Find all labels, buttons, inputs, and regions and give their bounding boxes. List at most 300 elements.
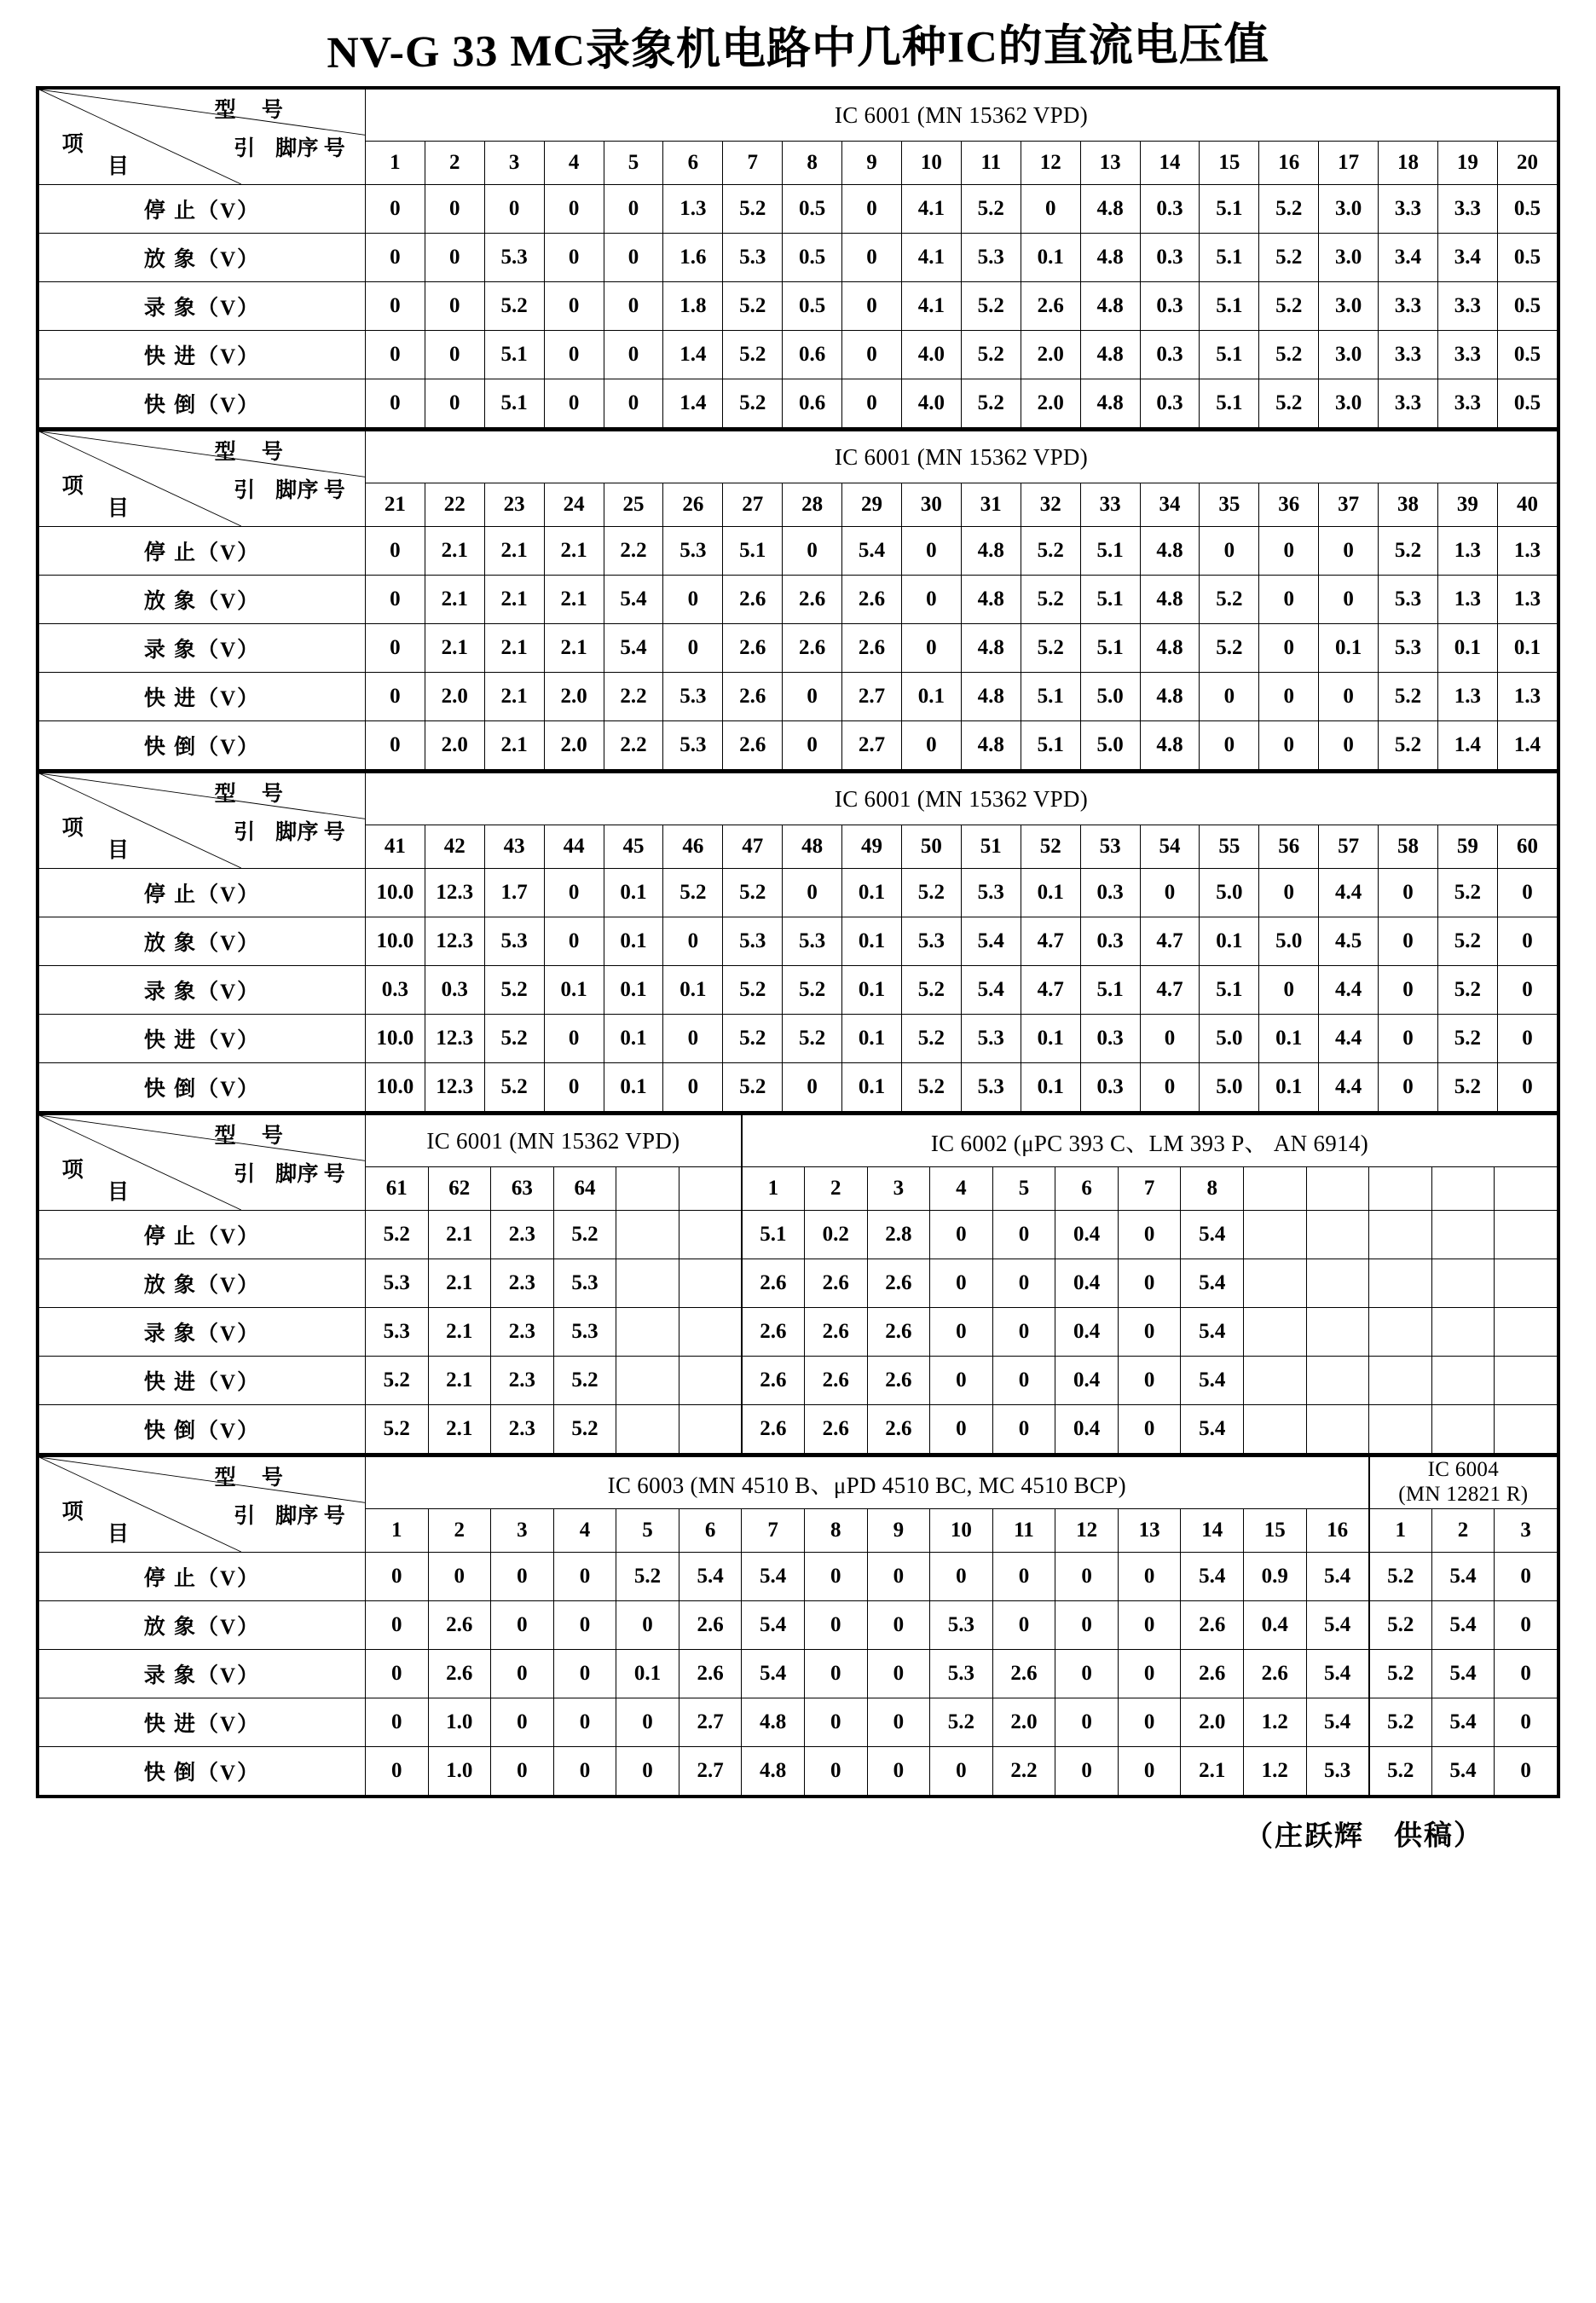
voltage-cell: 5.0 xyxy=(1080,673,1140,721)
voltage-cell: 5.4 xyxy=(1306,1698,1369,1747)
voltage-cell: 0.3 xyxy=(1140,331,1200,379)
voltage-cell: 5.3 xyxy=(930,1650,993,1698)
voltage-cell: 0.1 xyxy=(1259,1015,1319,1063)
table-header-ic-row xyxy=(39,1457,1558,1509)
voltage-cell: 0 xyxy=(930,1405,993,1454)
voltage-cell: 0 xyxy=(553,1601,616,1650)
row-label-4: 快 进（V） xyxy=(39,1698,366,1747)
voltage-cell: 5.2 xyxy=(553,1211,616,1259)
voltage-cell: 5.2 xyxy=(723,869,783,917)
voltage-cell: 0.1 xyxy=(604,966,663,1015)
voltage-cell: 5.4 xyxy=(842,527,902,576)
empty-cell xyxy=(616,1308,679,1357)
empty-cell xyxy=(1495,1211,1558,1259)
voltage-cell: 0 xyxy=(1259,673,1319,721)
voltage-cell: 5.2 xyxy=(365,1211,428,1259)
pin-number-header: 55 xyxy=(1200,825,1259,869)
voltage-cell: 0 xyxy=(901,576,961,624)
voltage-cell: 1.0 xyxy=(428,1698,491,1747)
voltage-cell: 5.4 xyxy=(1181,1211,1244,1259)
voltage-cell: 5.0 xyxy=(1080,721,1140,770)
corner-model-label: 型 号 xyxy=(214,441,293,465)
voltage-cell: 0.5 xyxy=(783,234,842,282)
pin-number-header: 20 xyxy=(1497,142,1557,185)
corner-header-cell xyxy=(39,773,366,869)
voltage-cell: 3.0 xyxy=(1319,379,1379,428)
voltage-cell: 3.3 xyxy=(1379,185,1438,234)
row-label-4: 快 进（V） xyxy=(39,331,366,379)
voltage-cell: 0 xyxy=(491,1747,554,1796)
pin-number-header: 11 xyxy=(992,1509,1055,1553)
voltage-cell: 5.3 xyxy=(901,917,961,966)
empty-cell xyxy=(1306,1211,1369,1259)
voltage-cell: 0 xyxy=(1495,1553,1558,1601)
voltage-cell: 5.4 xyxy=(1181,1553,1244,1601)
pin-number-header: 3 xyxy=(491,1509,554,1553)
voltage-cell: 0.1 xyxy=(1319,624,1379,673)
voltage-cell: 5.2 xyxy=(1369,1553,1432,1601)
voltage-cell: 0 xyxy=(544,234,604,282)
pin-number-header: 14 xyxy=(1181,1509,1244,1553)
pin-number-header: 48 xyxy=(783,825,842,869)
empty-cell xyxy=(1369,1308,1432,1357)
voltage-cell: 0 xyxy=(1495,1747,1558,1796)
voltage-cell: 5.0 xyxy=(1259,917,1319,966)
voltage-table xyxy=(38,1456,1558,1796)
voltage-cell: 2.3 xyxy=(491,1405,554,1454)
voltage-cell: 0.5 xyxy=(783,282,842,331)
voltage-cell: 5.4 xyxy=(1431,1601,1495,1650)
voltage-cell: 5.3 xyxy=(553,1259,616,1308)
pin-number-header: 53 xyxy=(1080,825,1140,869)
voltage-cell: 0 xyxy=(365,185,425,234)
empty-cell xyxy=(1369,1357,1432,1405)
voltage-cell: 5.2 xyxy=(901,1063,961,1112)
voltage-cell: 5.2 xyxy=(1379,721,1438,770)
pin-number-header: 38 xyxy=(1379,483,1438,527)
pin-number-header: 11 xyxy=(961,142,1021,185)
voltage-cell: 2.7 xyxy=(842,721,902,770)
voltage-cell: 0 xyxy=(992,1211,1055,1259)
voltage-cell: 0 xyxy=(604,185,663,234)
voltage-cell: 2.6 xyxy=(783,576,842,624)
voltage-cell: 0 xyxy=(365,576,425,624)
empty-cell xyxy=(1495,1308,1558,1357)
voltage-cell: 0 xyxy=(428,1553,491,1601)
voltage-cell: 0.1 xyxy=(604,1015,663,1063)
voltage-cell: 5.2 xyxy=(365,1357,428,1405)
pin-number-header: 7 xyxy=(723,142,783,185)
voltage-cell: 0 xyxy=(1259,966,1319,1015)
voltage-cell: 0 xyxy=(604,234,663,282)
table-header-ic-row xyxy=(39,773,1558,825)
voltage-cell: 0 xyxy=(1495,1650,1558,1698)
voltage-cell: 5.1 xyxy=(1080,576,1140,624)
pin-number-header: 46 xyxy=(663,825,723,869)
voltage-cell: 0 xyxy=(1497,1063,1557,1112)
pin-number-header: 16 xyxy=(1306,1509,1369,1553)
voltage-cell: 2.1 xyxy=(544,527,604,576)
tables-container xyxy=(36,86,1560,1798)
voltage-cell: 0 xyxy=(1319,576,1379,624)
voltage-cell: 0 xyxy=(1200,673,1259,721)
corner-header-cell xyxy=(39,431,366,527)
voltage-cell: 1.0 xyxy=(428,1747,491,1796)
voltage-cell: 1.7 xyxy=(484,869,544,917)
voltage-cell: 3.3 xyxy=(1437,282,1497,331)
pin-number-header: 5 xyxy=(616,1509,679,1553)
empty-cell xyxy=(1431,1357,1495,1405)
pin-number-header: 24 xyxy=(544,483,604,527)
voltage-cell: 0 xyxy=(804,1698,867,1747)
voltage-cell: 0 xyxy=(867,1601,930,1650)
voltage-cell: 5.1 xyxy=(484,379,544,428)
voltage-cell: 5.1 xyxy=(1200,234,1259,282)
voltage-cell: 0 xyxy=(365,331,425,379)
pin-number-header: 13 xyxy=(1118,1509,1181,1553)
voltage-cell: 1.2 xyxy=(1244,1747,1307,1796)
pin-number-header: 33 xyxy=(1080,483,1140,527)
pin-number-header: 62 xyxy=(428,1167,491,1211)
voltage-cell: 0 xyxy=(365,624,425,673)
corner-item-label: 项目 xyxy=(61,475,130,521)
voltage-cell: 5.4 xyxy=(1431,1650,1495,1698)
voltage-cell: 5.1 xyxy=(742,1211,805,1259)
voltage-cell: 3.3 xyxy=(1379,379,1438,428)
voltage-table-3 xyxy=(36,770,1560,1112)
table-row xyxy=(39,1747,1558,1796)
voltage-cell: 5.4 xyxy=(1431,1553,1495,1601)
ic-group-header: IC 6004 (MN 12821 R) xyxy=(1369,1457,1558,1509)
voltage-cell: 0 xyxy=(1379,917,1438,966)
voltage-cell: 3.3 xyxy=(1379,331,1438,379)
empty-pin-header xyxy=(1306,1167,1369,1211)
voltage-cell: 2.6 xyxy=(804,1405,867,1454)
voltage-cell: 2.1 xyxy=(484,673,544,721)
voltage-cell: 5.4 xyxy=(1431,1698,1495,1747)
voltage-cell: 5.2 xyxy=(783,1015,842,1063)
voltage-cell: 2.1 xyxy=(428,1357,491,1405)
voltage-cell: 0 xyxy=(365,673,425,721)
voltage-cell: 2.6 xyxy=(867,1405,930,1454)
voltage-cell: 2.6 xyxy=(1021,282,1080,331)
voltage-cell: 1.3 xyxy=(1437,527,1497,576)
voltage-cell: 12.3 xyxy=(425,1063,484,1112)
voltage-cell: 2.1 xyxy=(428,1259,491,1308)
voltage-cell: 5.2 xyxy=(1437,869,1497,917)
voltage-cell: 5.1 xyxy=(1080,966,1140,1015)
empty-cell xyxy=(616,1259,679,1308)
row-label-5: 快 倒（V） xyxy=(39,1405,366,1454)
voltage-cell: 5.1 xyxy=(1200,282,1259,331)
page-title: NV-G 33 MC录象机电路中几种IC的直流电压值 xyxy=(327,20,1270,78)
ic-group-header: IC 6001 (MN 15362 VPD) xyxy=(365,431,1557,483)
voltage-cell: 0.1 xyxy=(901,673,961,721)
ic-group-header: IC 6001 (MN 15362 VPD) xyxy=(365,1115,741,1167)
voltage-cell: 0 xyxy=(901,624,961,673)
voltage-cell: 5.3 xyxy=(663,673,723,721)
voltage-cell: 0 xyxy=(425,185,484,234)
voltage-cell: 0 xyxy=(425,282,484,331)
empty-cell xyxy=(1306,1405,1369,1454)
voltage-cell: 2.6 xyxy=(723,624,783,673)
voltage-cell: 2.6 xyxy=(679,1601,742,1650)
voltage-cell: 0.1 xyxy=(842,966,902,1015)
row-label-3: 录 象（V） xyxy=(39,966,366,1015)
voltage-cell: 0 xyxy=(1055,1553,1119,1601)
pin-number-header: 5 xyxy=(604,142,663,185)
voltage-cell: 2.6 xyxy=(783,624,842,673)
voltage-cell: 0.1 xyxy=(616,1650,679,1698)
voltage-cell: 0.1 xyxy=(842,869,902,917)
voltage-table-4 xyxy=(36,1112,1560,1454)
voltage-table-5 xyxy=(36,1454,1560,1798)
voltage-cell: 0.5 xyxy=(1497,185,1557,234)
voltage-cell: 0 xyxy=(553,1553,616,1601)
pin-number-header: 2 xyxy=(804,1167,867,1211)
voltage-cell: 5.4 xyxy=(961,966,1021,1015)
ic-group-header: IC 6002 (μPC 393 C、LM 393 P、 AN 6914) xyxy=(742,1115,1558,1167)
voltage-cell: 5.4 xyxy=(1181,1259,1244,1308)
pin-number-header: 60 xyxy=(1497,825,1557,869)
voltage-cell: 0.3 xyxy=(1080,1015,1140,1063)
pin-number-header: 27 xyxy=(723,483,783,527)
empty-cell xyxy=(1431,1211,1495,1259)
voltage-cell: 5.2 xyxy=(1369,1601,1432,1650)
table-row xyxy=(39,1405,1558,1454)
voltage-cell: 2.0 xyxy=(1021,379,1080,428)
voltage-cell: 5.4 xyxy=(742,1650,805,1698)
pin-number-header: 29 xyxy=(842,483,902,527)
row-label-3: 录 象（V） xyxy=(39,1650,366,1698)
pin-number-header: 40 xyxy=(1497,483,1557,527)
pin-number-header: 2 xyxy=(428,1509,491,1553)
voltage-cell: 1.3 xyxy=(1437,576,1497,624)
corner-item-label: 项目 xyxy=(61,817,130,863)
voltage-cell: 5.2 xyxy=(1021,527,1080,576)
pin-number-header: 59 xyxy=(1437,825,1497,869)
voltage-cell: 5.4 xyxy=(1306,1650,1369,1698)
row-label-2: 放 象（V） xyxy=(39,1259,366,1308)
table-row xyxy=(39,1211,1558,1259)
voltage-cell: 5.2 xyxy=(961,379,1021,428)
voltage-cell: 5.2 xyxy=(1437,917,1497,966)
voltage-cell: 5.0 xyxy=(1200,869,1259,917)
pin-number-header: 4 xyxy=(930,1167,993,1211)
voltage-cell: 0 xyxy=(842,185,902,234)
pin-number-header: 3 xyxy=(867,1167,930,1211)
voltage-cell: 0 xyxy=(1118,1405,1181,1454)
voltage-cell: 0.6 xyxy=(783,331,842,379)
voltage-cell: 4.8 xyxy=(1080,379,1140,428)
voltage-cell: 1.2 xyxy=(1244,1698,1307,1747)
voltage-cell: 5.4 xyxy=(961,917,1021,966)
voltage-cell: 2.1 xyxy=(425,527,484,576)
voltage-cell: 0 xyxy=(1118,1553,1181,1601)
voltage-cell: 4.8 xyxy=(1080,234,1140,282)
voltage-cell: 0 xyxy=(544,1015,604,1063)
voltage-cell: 0 xyxy=(1140,1063,1200,1112)
ic-group-header: IC 6003 (MN 4510 B、μPD 4510 BC, MC 4510 BCP) xyxy=(365,1457,1368,1509)
pin-number-header: 1 xyxy=(1369,1509,1432,1553)
pin-number-header: 42 xyxy=(425,825,484,869)
voltage-cell: 0.1 xyxy=(1200,917,1259,966)
empty-cell xyxy=(1306,1259,1369,1308)
voltage-cell: 2.7 xyxy=(679,1698,742,1747)
voltage-cell: 0.3 xyxy=(1140,234,1200,282)
table-row xyxy=(39,379,1558,428)
voltage-cell: 0 xyxy=(992,1405,1055,1454)
voltage-cell: 0.1 xyxy=(842,1015,902,1063)
empty-pin-header xyxy=(616,1167,679,1211)
voltage-cell: 5.1 xyxy=(723,527,783,576)
voltage-cell: 1.8 xyxy=(663,282,723,331)
voltage-cell: 1.3 xyxy=(1437,673,1497,721)
voltage-table xyxy=(38,431,1558,770)
voltage-cell: 0.4 xyxy=(1055,1405,1119,1454)
voltage-cell: 5.3 xyxy=(663,527,723,576)
empty-pin-header xyxy=(1431,1167,1495,1211)
voltage-cell: 2.6 xyxy=(428,1650,491,1698)
pin-number-header: 1 xyxy=(365,142,425,185)
pin-number-header: 31 xyxy=(961,483,1021,527)
voltage-cell: 0 xyxy=(553,1650,616,1698)
voltage-cell: 0 xyxy=(365,1650,428,1698)
empty-cell xyxy=(1431,1259,1495,1308)
voltage-cell: 0 xyxy=(425,234,484,282)
empty-cell xyxy=(1306,1357,1369,1405)
voltage-cell: 3.3 xyxy=(1437,185,1497,234)
voltage-cell: 5.2 xyxy=(1437,966,1497,1015)
voltage-cell: 2.6 xyxy=(804,1308,867,1357)
voltage-cell: 4.8 xyxy=(1080,185,1140,234)
table-row xyxy=(39,185,1558,234)
pin-number-header: 15 xyxy=(1244,1509,1307,1553)
pin-number-header: 30 xyxy=(901,483,961,527)
voltage-cell: 0.1 xyxy=(1437,624,1497,673)
pin-number-header: 35 xyxy=(1200,483,1259,527)
empty-pin-header xyxy=(1495,1167,1558,1211)
empty-cell xyxy=(1244,1357,1307,1405)
pin-number-header: 22 xyxy=(425,483,484,527)
voltage-cell: 4.8 xyxy=(1140,673,1200,721)
voltage-cell: 0.4 xyxy=(1055,1308,1119,1357)
voltage-cell: 5.3 xyxy=(961,234,1021,282)
voltage-cell: 0.9 xyxy=(1244,1553,1307,1601)
voltage-cell: 4.8 xyxy=(1140,721,1200,770)
voltage-cell: 0.5 xyxy=(1497,379,1557,428)
voltage-cell: 4.1 xyxy=(901,234,961,282)
voltage-cell: 5.4 xyxy=(1181,1405,1244,1454)
voltage-cell: 4.7 xyxy=(1021,966,1080,1015)
pin-number-header: 54 xyxy=(1140,825,1200,869)
voltage-cell: 2.0 xyxy=(425,721,484,770)
voltage-cell: 5.2 xyxy=(616,1553,679,1601)
voltage-cell: 0 xyxy=(553,1698,616,1747)
voltage-cell: 5.4 xyxy=(1431,1747,1495,1796)
voltage-cell: 0 xyxy=(930,1259,993,1308)
voltage-cell: 0 xyxy=(1497,869,1557,917)
empty-cell xyxy=(1369,1405,1432,1454)
pin-number-header: 32 xyxy=(1021,483,1080,527)
voltage-cell: 0 xyxy=(365,379,425,428)
voltage-cell: 0 xyxy=(930,1211,993,1259)
voltage-cell: 4.4 xyxy=(1319,1063,1379,1112)
voltage-cell: 0.5 xyxy=(1497,331,1557,379)
voltage-cell: 5.3 xyxy=(723,917,783,966)
voltage-cell: 4.8 xyxy=(742,1747,805,1796)
pin-number-header: 3 xyxy=(1495,1509,1558,1553)
pin-number-header: 43 xyxy=(484,825,544,869)
voltage-cell: 0.3 xyxy=(1080,1063,1140,1112)
voltage-cell: 0.5 xyxy=(783,185,842,234)
voltage-cell: 2.6 xyxy=(867,1308,930,1357)
pin-number-header: 41 xyxy=(365,825,425,869)
voltage-cell: 2.0 xyxy=(1181,1698,1244,1747)
table-row xyxy=(39,917,1558,966)
voltage-table-1 xyxy=(36,86,1560,428)
voltage-cell: 4.8 xyxy=(961,721,1021,770)
voltage-cell: 2.0 xyxy=(544,721,604,770)
voltage-cell: 2.6 xyxy=(679,1650,742,1698)
voltage-cell: 0 xyxy=(616,1601,679,1650)
pin-number-header: 14 xyxy=(1140,142,1200,185)
pin-number-header: 56 xyxy=(1259,825,1319,869)
voltage-cell: 1.3 xyxy=(1497,527,1557,576)
voltage-cell: 5.2 xyxy=(1021,576,1080,624)
voltage-cell: 0 xyxy=(783,1063,842,1112)
voltage-cell: 0 xyxy=(1118,1357,1181,1405)
table-row xyxy=(39,721,1558,770)
voltage-cell: 5.3 xyxy=(723,234,783,282)
pin-number-header: 57 xyxy=(1319,825,1379,869)
voltage-cell: 5.2 xyxy=(961,331,1021,379)
empty-cell xyxy=(616,1405,679,1454)
table-row xyxy=(39,1553,1558,1601)
pin-number-header: 8 xyxy=(1181,1167,1244,1211)
voltage-cell: 0 xyxy=(1021,185,1080,234)
voltage-cell: 4.8 xyxy=(1080,282,1140,331)
voltage-cell: 0.3 xyxy=(365,966,425,1015)
corner-item-label: 项目 xyxy=(61,133,130,179)
voltage-cell: 0.3 xyxy=(1080,917,1140,966)
voltage-cell: 0 xyxy=(365,1553,428,1601)
voltage-cell: 5.3 xyxy=(365,1308,428,1357)
voltage-cell: 2.1 xyxy=(484,624,544,673)
table-row xyxy=(39,1015,1558,1063)
voltage-cell: 0 xyxy=(804,1747,867,1796)
row-label-1: 停 止（V） xyxy=(39,1211,366,1259)
voltage-cell: 5.4 xyxy=(742,1553,805,1601)
pin-number-header: 7 xyxy=(742,1509,805,1553)
voltage-cell: 0 xyxy=(484,185,544,234)
pin-number-header: 50 xyxy=(901,825,961,869)
pin-number-header: 44 xyxy=(544,825,604,869)
voltage-cell: 5.1 xyxy=(484,331,544,379)
voltage-cell: 0 xyxy=(1379,1015,1438,1063)
voltage-cell: 2.6 xyxy=(742,1308,805,1357)
voltage-cell: 5.3 xyxy=(961,1015,1021,1063)
voltage-cell: 10.0 xyxy=(365,1063,425,1112)
voltage-cell: 0 xyxy=(1118,1747,1181,1796)
voltage-cell: 1.4 xyxy=(663,331,723,379)
voltage-cell: 5.2 xyxy=(484,966,544,1015)
voltage-cell: 0 xyxy=(867,1553,930,1601)
empty-cell xyxy=(1495,1405,1558,1454)
row-label-1: 停 止（V） xyxy=(39,527,366,576)
pin-number-header: 12 xyxy=(1055,1509,1119,1553)
table-row xyxy=(39,1650,1558,1698)
